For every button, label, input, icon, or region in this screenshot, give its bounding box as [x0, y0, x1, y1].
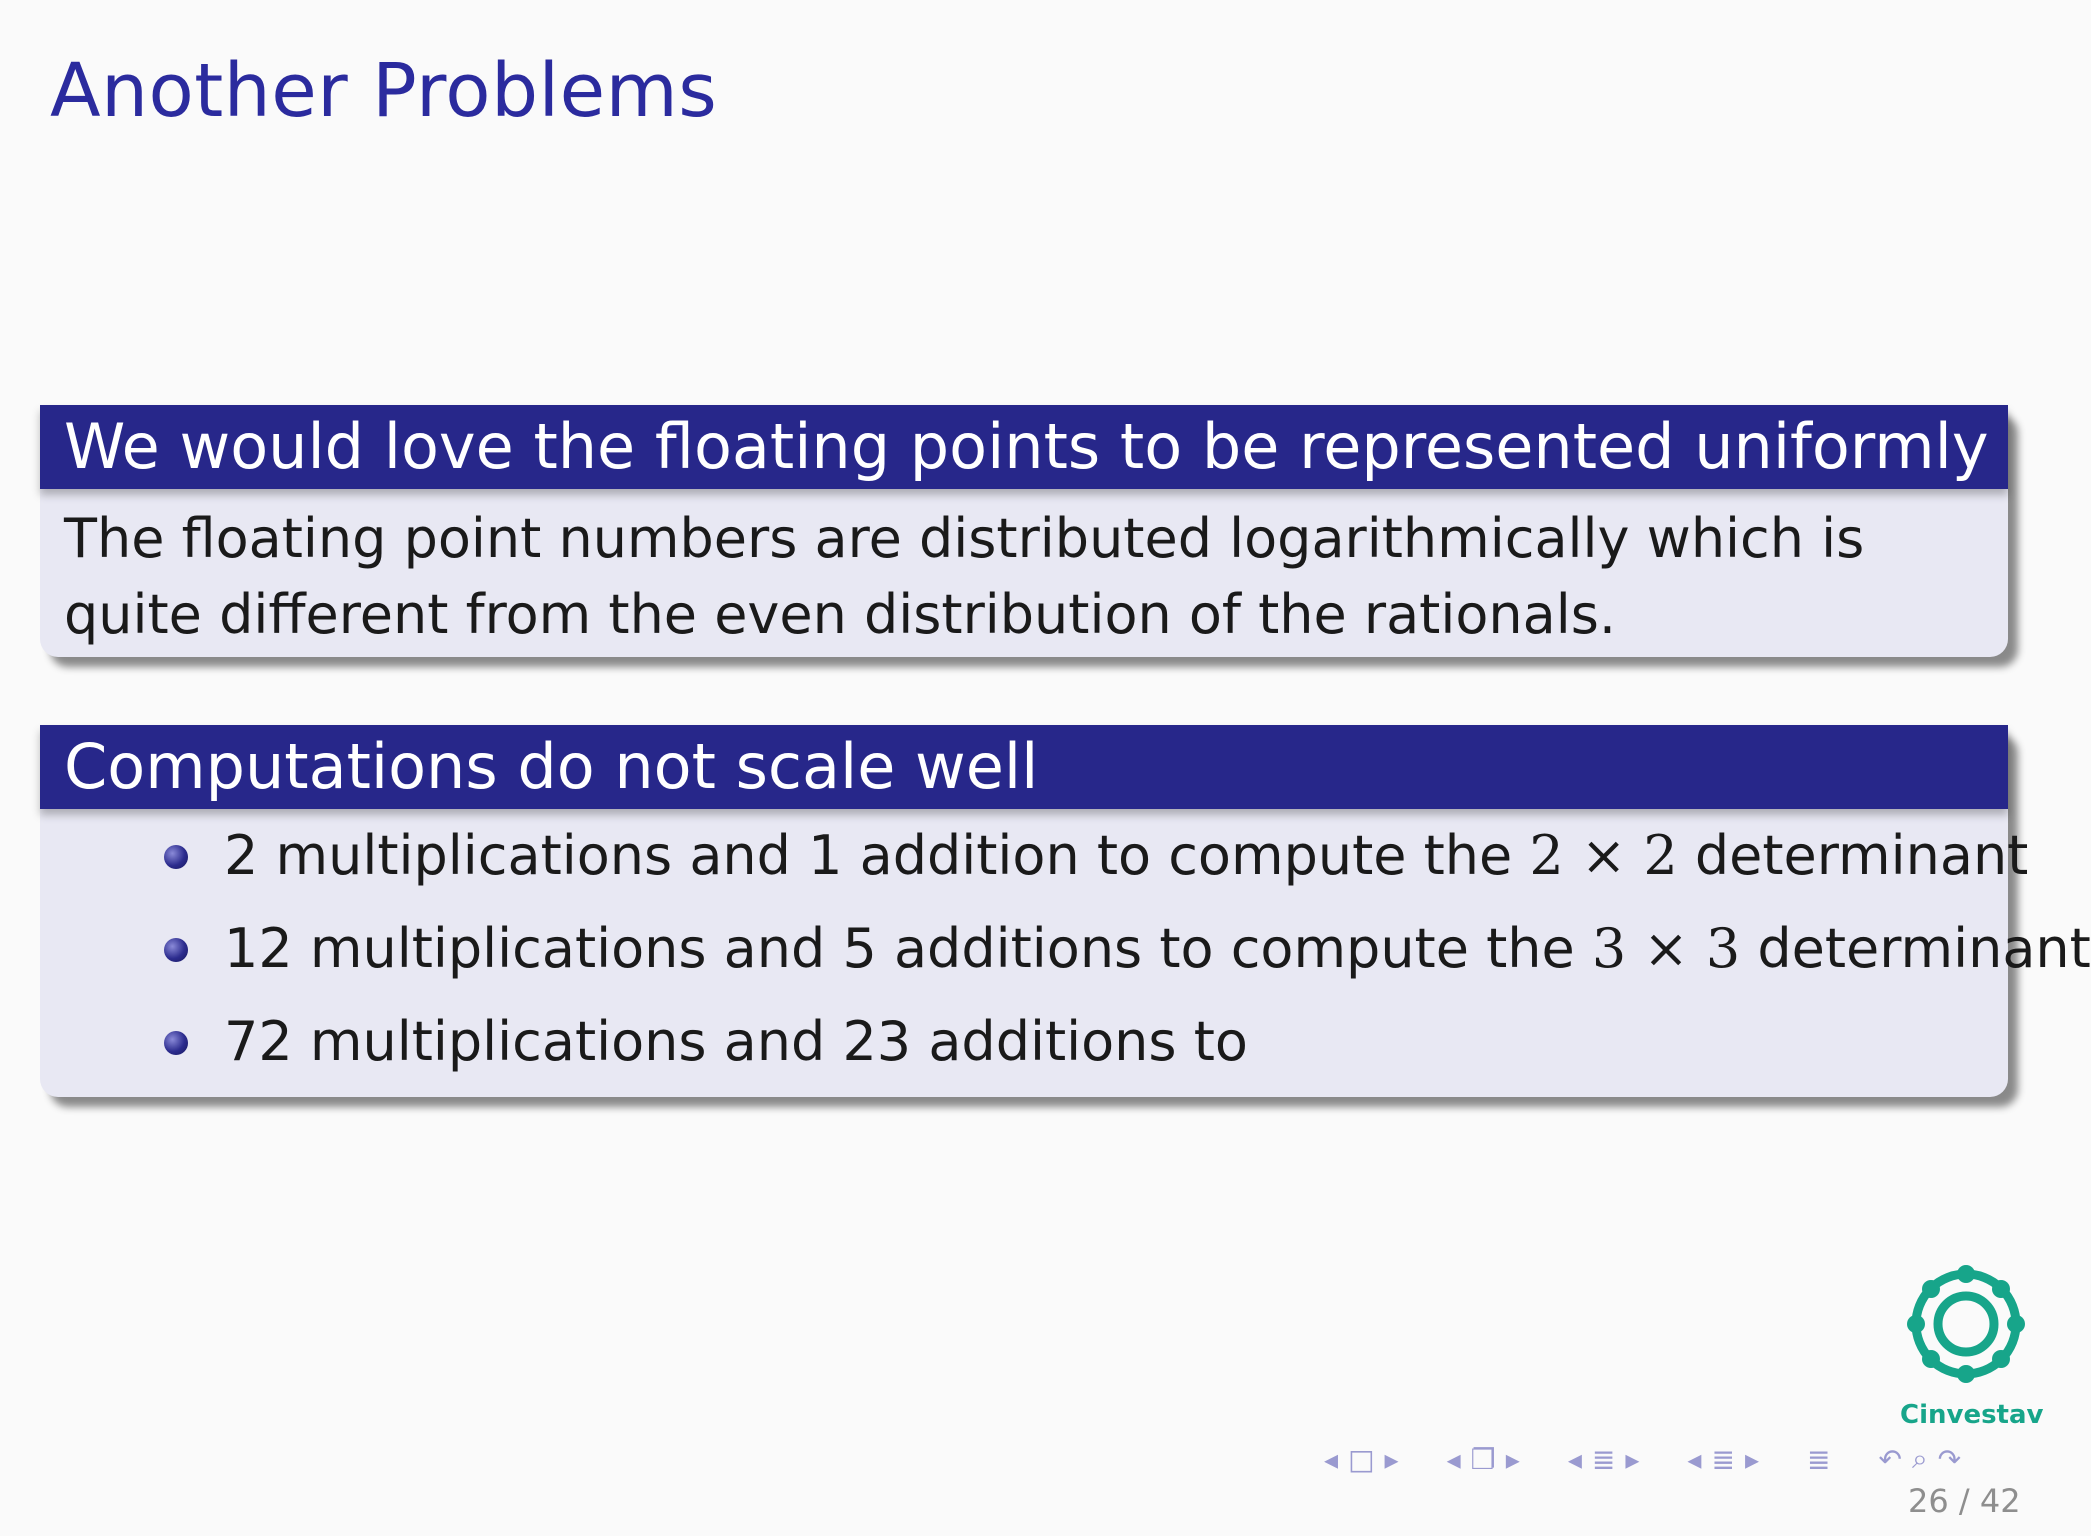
block-title: Computations do not scale well	[40, 725, 2008, 809]
math-expression: 2 × 2	[1529, 824, 1678, 887]
arrow-left-icon[interactable]: ◂	[1324, 1442, 1339, 1476]
computations-block	[40, 725, 2091, 1097]
arrow-right-icon[interactable]: ▸	[1505, 1442, 1520, 1476]
arrow-right-icon[interactable]: ▸	[1625, 1442, 1640, 1476]
block-title: We would love the floating points to be represented uniformly	[40, 405, 2008, 489]
page-number: 26 / 42	[1908, 1482, 2021, 1520]
frame-icon[interactable]: □	[1348, 1442, 1375, 1476]
section-icon[interactable]: ≣	[1591, 1442, 1616, 1476]
list-item: 72 multiplications and 23 additions to	[64, 995, 1978, 1088]
redo-icon[interactable]: ↷	[1937, 1442, 1962, 1476]
uniform-representation-block	[40, 405, 2008, 657]
logo-wordmark: Cinvestav	[1900, 1400, 2044, 1430]
list-item: 12 multiplications and 5 additions to compute the 3 × 3 determinant	[64, 902, 1978, 995]
cinvestav-logo	[1896, 1262, 2036, 1422]
arrow-left-icon[interactable]: ◂	[1446, 1442, 1461, 1476]
bullet-icon	[164, 845, 188, 869]
bullet-icon	[164, 938, 188, 962]
section-icon[interactable]: ≣	[1711, 1442, 1735, 1476]
subsection-icon[interactable]: ❐	[1470, 1442, 1496, 1476]
toc-icon[interactable]: ≣	[1807, 1442, 1831, 1476]
frame-title: Another Problems	[50, 48, 718, 134]
undo-icon[interactable]: ↶	[1878, 1442, 1902, 1476]
beamer-navigation	[1324, 1442, 1961, 1476]
arrow-right-icon[interactable]: ▸	[1384, 1442, 1399, 1476]
math-expression: 3 × 3	[1591, 917, 1741, 980]
list-item: 2 multiplications and 1 addition to compute the 2 × 2 determinant	[64, 809, 1978, 902]
bullet-icon	[164, 1031, 188, 1055]
search-icon[interactable]: ⌕	[1911, 1442, 1928, 1475]
bullet-list	[64, 809, 2091, 1088]
arrow-left-icon[interactable]: ◂	[1567, 1442, 1582, 1476]
block-body: The floating point numbers are distributed logarithmically which is quite different from the even distribution of the rationals.	[64, 507, 1865, 646]
arrow-right-icon[interactable]: ▸	[1744, 1442, 1760, 1476]
arrow-left-icon[interactable]: ◂	[1687, 1442, 1702, 1476]
